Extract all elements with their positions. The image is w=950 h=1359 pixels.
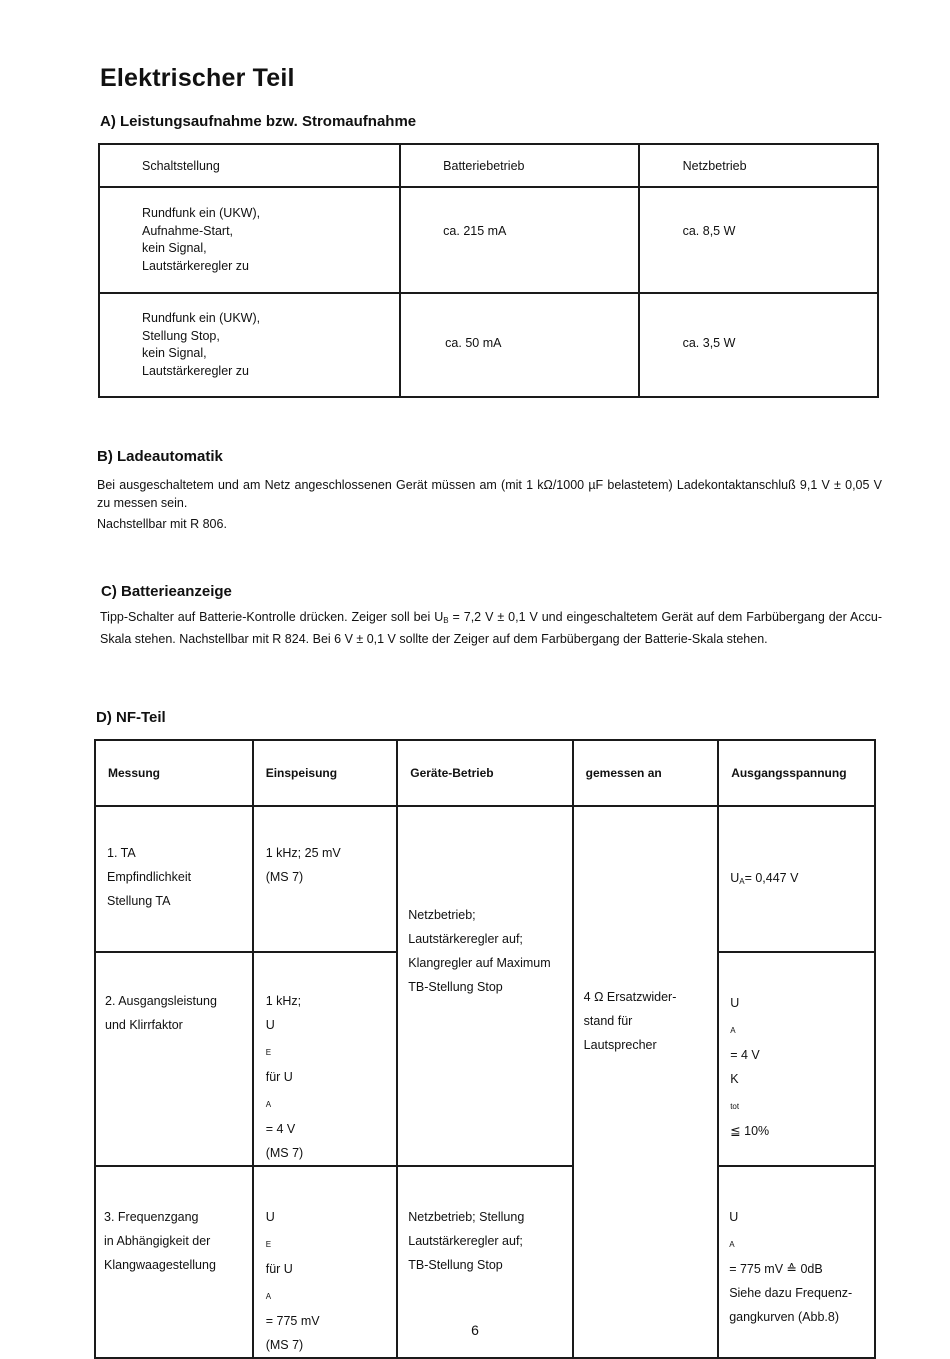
section-a-heading: A) Leistungsaufnahme bzw. Stromaufnahme [100, 113, 417, 130]
geraete-betrieb-text: Netzbetrieb; Lautstärkeregler auf; Klangregler auf Maximum TB-Stellung Stop [408, 908, 551, 994]
header-netzbetrieb: Netzbetrieb [682, 158, 747, 173]
ausgang-text: U $_A$ = 775 mV ≙ 0dB Siehe dazu Frequenz- gangkurven (Abb.8) [729, 1210, 853, 1324]
table-header-row [95, 740, 875, 806]
table-cell [95, 952, 253, 1166]
table-cell [253, 806, 398, 952]
ausgang-value: $U_A= 0,447$ V [730, 871, 799, 886]
header-geraete-betrieb: Geräte-Betrieb [410, 766, 494, 780]
table-row [95, 806, 875, 952]
header-cell [400, 144, 638, 187]
messung-text: 1. TA Empfindlichkeit Stellung TA [107, 846, 192, 908]
header-cell [95, 740, 253, 806]
table-row [99, 187, 878, 293]
gemessen-an-text: 4 Ω Ersatzwider- stand für Lautsprecher [583, 990, 677, 1052]
header-cell [639, 144, 878, 187]
battery-value: ca. 215 mA [443, 224, 507, 238]
table-header-row [99, 144, 878, 187]
table-cell [400, 187, 638, 293]
header-einspeisung: Einspeisung [265, 766, 338, 780]
section-b-note: Nachstellbar mit R 806. [97, 517, 227, 531]
page-title: Elektrischer Teil [100, 64, 295, 92]
table-cell [99, 293, 400, 397]
mains-value: ca. 8,5 W [682, 224, 736, 238]
mains-value: ca. 3,5 W [682, 336, 736, 350]
table-cell [400, 293, 638, 397]
header-cell [99, 144, 400, 187]
power-consumption-table [98, 143, 879, 398]
header-schaltstellung: Schaltstellung [142, 158, 220, 173]
table-row [99, 293, 878, 397]
table-cell [253, 952, 398, 1166]
table-cell [639, 187, 878, 293]
section-b-body [97, 476, 882, 533]
header-messung: Messung [108, 766, 161, 780]
condition-text: Rundfunk ein (UKW), Stellung Stop, kein Signal, Lautstärkeregler zu [142, 311, 261, 378]
header-ausgangsspannung: Ausgangsspannung [731, 766, 847, 780]
einspeisung-text: 1 kHz; U $_E$ für U $_A$ = 4 V (MS 7) [265, 994, 304, 1160]
header-cell [397, 740, 572, 806]
table-cell [718, 952, 875, 1166]
table-cell [718, 806, 875, 952]
table-cell [95, 806, 253, 952]
section-c-text: Tipp-Schalter auf Batterie-Kontrolle drücken. Zeiger soll bei $U_B = 7,2$ V ± 0,1 V und eingeschaltetem Gerät auf dem Farbübergang der Accu-Skala stehen. Nachstellbar mit R 824. Bei 6 V ± 0,1 V sollte der Zeiger auf dem Farbübergang der Batterie-Skala stehen. [100, 610, 882, 646]
geraete-betrieb-text: Netzbetrieb; Stellung Lautstärkeregler auf; TB-Stellung Stop [408, 1210, 525, 1272]
header-cell [253, 740, 398, 806]
page-number: 6 [471, 1322, 479, 1338]
section-b-heading: B) Ladeautomatik [97, 448, 223, 465]
header-cell [573, 740, 719, 806]
table-cell [639, 293, 878, 397]
messung-text: 2. Ausgangsleistung und Klirrfaktor [105, 994, 217, 1032]
einspeisung-text: U $_E$ für U $_A$ = 775 mV (MS 7) [265, 1210, 320, 1352]
header-cell [718, 740, 875, 806]
table-cell [397, 806, 572, 1166]
battery-value: ca. 50 mA [445, 336, 502, 350]
table-cell [573, 806, 719, 1358]
ausgang-text: U $_A$ = 4 V K $_{tot}$ ≦ 10% [730, 996, 770, 1138]
header-batteriebetrieb: Batteriebetrieb [443, 158, 525, 173]
nf-measurement-table [94, 739, 876, 1359]
section-c-heading: C) Batterieanzeige [101, 583, 232, 600]
einspeisung-text: 1 kHz; 25 mV (MS 7) [265, 846, 341, 884]
section-d-heading: D) NF-Teil [96, 709, 166, 726]
condition-text: Rundfunk ein (UKW), Aufnahme-Start, kein Signal, Lautstärkeregler zu [142, 206, 261, 273]
section-b-text: Bei ausgeschaltetem und am Netz angeschlossenen Gerät müssen am (mit 1 kΩ/1000 µF belastetem) Ladekontaktanschluß 9,1 V ± 0,05 V zu messen sein. [97, 478, 882, 510]
table-cell [99, 187, 400, 293]
header-gemessen-an: gemessen an [585, 766, 662, 780]
messung-text: 3. Frequenzgang in Abhängigkeit der Klangwaagestellung [104, 1210, 216, 1272]
